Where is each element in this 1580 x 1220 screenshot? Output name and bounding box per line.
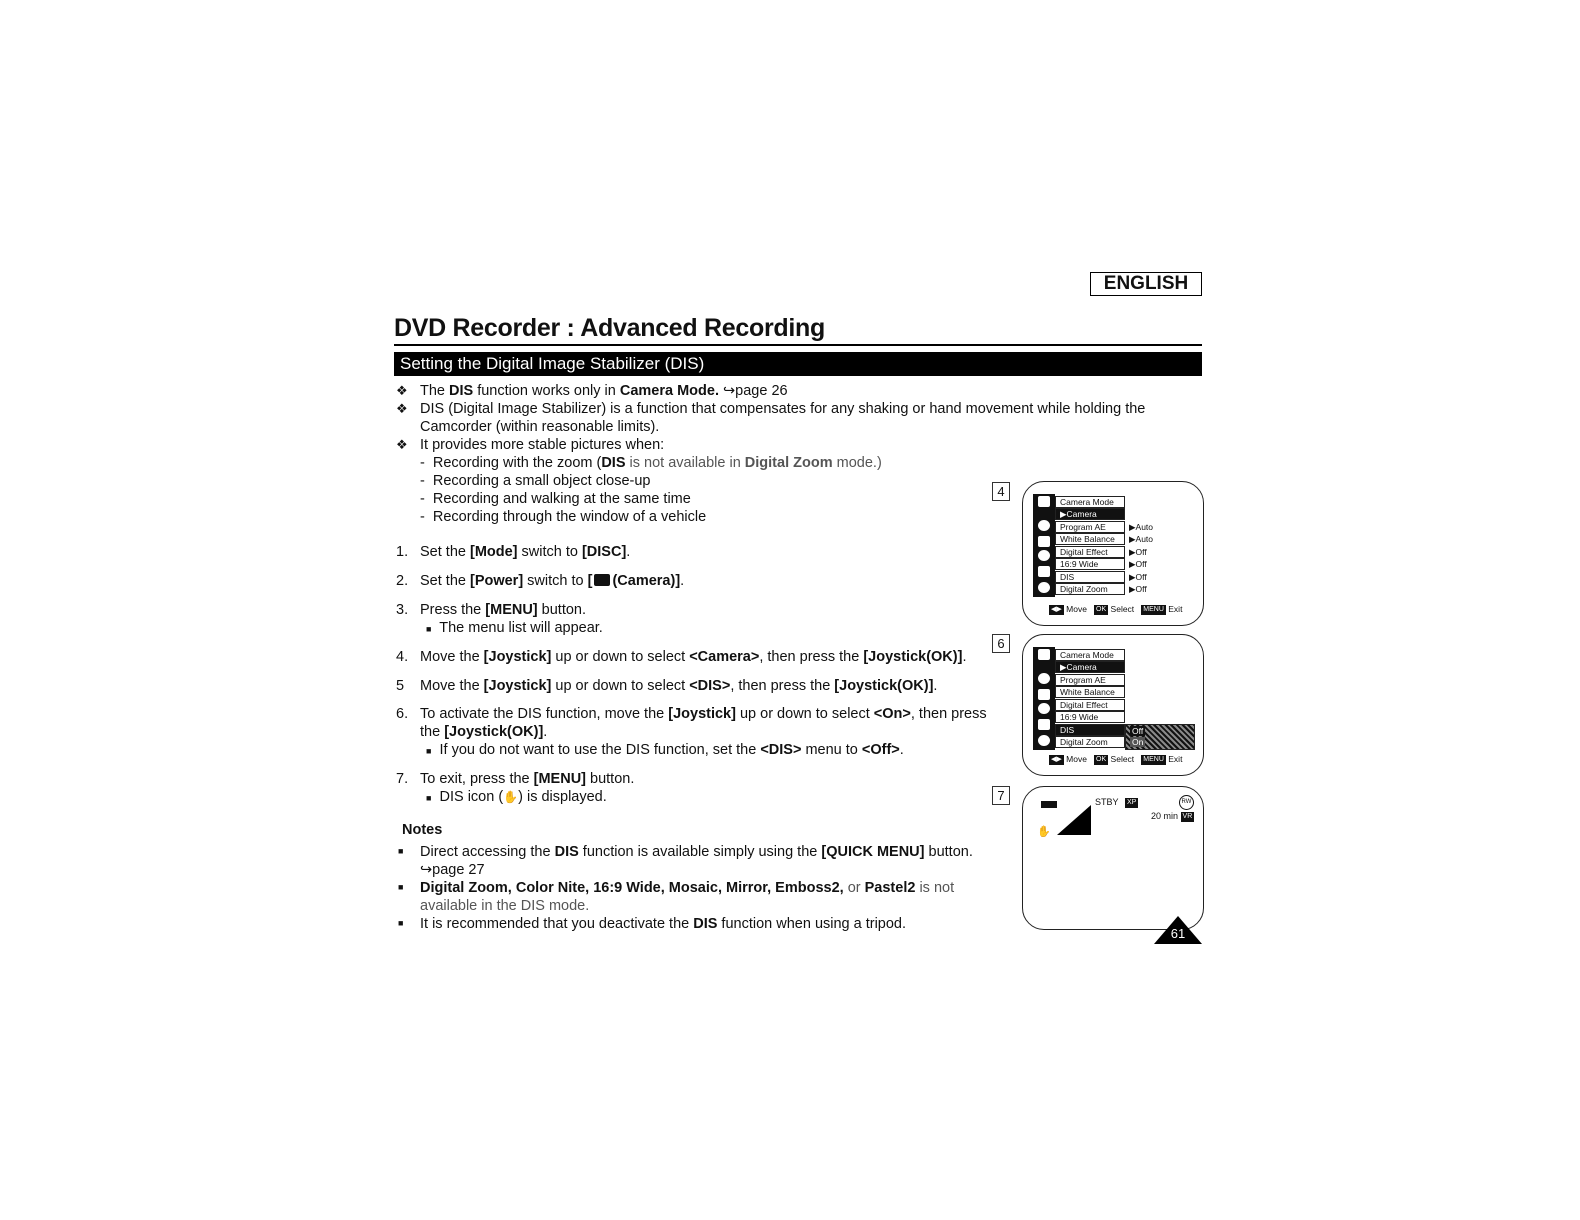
dis-hand-icon: ✋ xyxy=(503,790,519,804)
figure-6-label: 6 xyxy=(992,634,1010,653)
step-4: Move the [Joystick] up or down to select <Camera>, then press the [Joystick(OK)]. xyxy=(420,649,967,665)
option-off[interactable]: Off xyxy=(1132,726,1144,736)
tv-icon xyxy=(1038,566,1050,577)
menu-value-16-9-wide: ▶Off xyxy=(1129,559,1147,569)
intro-sub-2: - Recording a small object close-up xyxy=(420,473,651,489)
intro-bullet-1-icon: ❖ xyxy=(396,383,408,398)
camera-mode-icon xyxy=(1038,496,1050,507)
menu-sidebar xyxy=(1033,494,1055,597)
menu-item-camera[interactable]: ▶Camera xyxy=(1055,661,1125,673)
tv-icon xyxy=(1038,719,1050,730)
step-6-number: 6. xyxy=(396,706,409,722)
step-2-number: 2. xyxy=(396,573,409,589)
intro-bullet-3: It provides more stable pictures when: xyxy=(420,437,665,453)
menu-footer: ◀▶ Move OK Select MENU Exit xyxy=(1051,604,1183,614)
menu-item-white-balance[interactable]: White Balance xyxy=(1055,686,1125,698)
note-1: Direct accessing the DIS function is available simply using the [QUICK MENU] button. xyxy=(420,844,973,860)
camera-mode-icon xyxy=(1038,649,1050,660)
page-title: DVD Recorder : Advanced Recording xyxy=(394,314,825,342)
figure-7-label: 7 xyxy=(992,786,1010,805)
ok-key-icon: OK xyxy=(1096,605,1107,613)
step-3: Press the [MENU] button. xyxy=(420,602,587,618)
figure-7-standby-screen xyxy=(1022,786,1204,930)
step-4-number: 4. xyxy=(396,649,409,665)
step-1-number: 1. xyxy=(396,544,409,560)
step-7-number: 7. xyxy=(396,771,409,787)
program-ae-icon xyxy=(1038,673,1050,684)
page-number: 61 xyxy=(1170,926,1186,941)
menu-footer: ◀▶ Move OK Select MENU Exit xyxy=(1051,754,1183,764)
step-5-number: 5 xyxy=(396,678,405,694)
intro-bullet-1: The DIS function works only in Camera Mode. ↪page 26 xyxy=(420,383,788,399)
intro-bullet-2-line1: DIS (Digital Image Stabilizer) is a function that compensates for any shaking or hand movement while holding the xyxy=(420,401,1146,417)
note-2-line2: available in the DIS mode. xyxy=(420,898,590,914)
title-divider xyxy=(394,344,1202,346)
remaining-time: 20 min VR xyxy=(1151,811,1193,821)
joystick-icon: ◀▶ xyxy=(1051,605,1062,613)
language-label: ENGLISH xyxy=(1090,272,1202,296)
note-2-bullet: ■ xyxy=(398,882,404,892)
dis-hand-icon: ✋ xyxy=(1037,826,1051,838)
menu-item-dis[interactable]: DIS xyxy=(1055,724,1125,736)
menu-item-dis[interactable]: DIS xyxy=(1055,571,1125,583)
step-6-line2: the [Joystick(OK)]. xyxy=(420,724,548,740)
cursor-arrow-icon xyxy=(1057,805,1091,835)
note-1-ref: ↪page 27 xyxy=(420,862,485,878)
ok-key-icon: OK xyxy=(1096,755,1107,763)
figure-4-label: 4 xyxy=(992,482,1010,501)
menu-item-16-9-wide[interactable]: 16:9 Wide xyxy=(1055,711,1125,723)
camera-icon xyxy=(594,574,610,586)
menu-sidebar xyxy=(1033,647,1055,750)
menu-value-digital-zoom: ▶Off xyxy=(1129,584,1147,594)
battery-icon xyxy=(1041,801,1057,808)
step-3-sub: ■ The menu list will appear. xyxy=(426,620,603,636)
step-3-number: 3. xyxy=(396,602,409,618)
intro-sub-4: - Recording through the window of a vehicle xyxy=(420,509,707,525)
figure-6-menu-screen xyxy=(1022,634,1204,776)
menu-item-16-9-wide[interactable]: 16:9 Wide xyxy=(1055,558,1125,570)
disc-mode-badge: VR xyxy=(1182,812,1193,820)
settings-icon xyxy=(1038,735,1050,746)
menu-item-digital-effect[interactable]: Digital Effect xyxy=(1055,546,1125,558)
notes-heading: Notes xyxy=(402,822,443,838)
program-ae-icon xyxy=(1038,520,1050,531)
figure-4-menu-screen xyxy=(1022,481,1204,626)
section-title: Setting the Digital Image Stabilizer (DIS) xyxy=(394,352,1202,376)
white-balance-icon xyxy=(1038,689,1050,700)
quality-badge: XP xyxy=(1127,799,1137,806)
menu-value-program-ae: ▶Auto xyxy=(1129,522,1154,532)
menu-key-icon: MENU xyxy=(1143,755,1164,763)
menu-item-program-ae[interactable]: Program AE xyxy=(1055,521,1125,533)
note-3-bullet: ■ xyxy=(398,918,404,928)
menu-item-digital-effect[interactable]: Digital Effect xyxy=(1055,699,1125,711)
menu-value-digital-effect: ▶Off xyxy=(1129,547,1147,557)
menu-item-white-balance[interactable]: White Balance xyxy=(1055,533,1125,545)
menu-item-digital-zoom[interactable]: Digital Zoom xyxy=(1055,583,1125,595)
standby-status: STBY xyxy=(1095,797,1119,807)
menu-value-white-balance: ▶Auto xyxy=(1129,534,1154,544)
menu-value-dis: ▶Off xyxy=(1129,572,1147,582)
intro-bullet-2-icon: ❖ xyxy=(396,401,408,416)
menu-header: Camera Mode xyxy=(1055,496,1125,508)
step-6-line1: To activate the DIS function, move the [Joystick] up or down to select <On>, then press xyxy=(420,706,987,722)
note-1-bullet: ■ xyxy=(398,846,404,856)
dis-options-panel xyxy=(1125,724,1195,750)
step-2: Set the [Power] switch to [ (Camera)]. xyxy=(420,573,685,589)
disc-icon xyxy=(1038,703,1050,714)
step-1: Set the [Mode] switch to [DISC]. xyxy=(420,544,631,560)
menu-item-digital-zoom[interactable]: Digital Zoom xyxy=(1055,736,1125,748)
white-balance-icon xyxy=(1038,536,1050,547)
disc-icon xyxy=(1038,550,1050,561)
menu-item-camera[interactable]: ▶Camera xyxy=(1055,508,1125,520)
step-7: To exit, press the [MENU] button. xyxy=(420,771,635,787)
intro-sub-3: - Recording and walking at the same time xyxy=(420,491,691,507)
note-3: It is recommended that you deactivate the DIS function when using a tripod. xyxy=(420,916,907,932)
intro-bullet-3-icon: ❖ xyxy=(396,437,408,452)
intro-sub-1: - Recording with the zoom (DIS is not available in Digital Zoom mode.) xyxy=(420,455,882,471)
settings-icon xyxy=(1038,582,1050,593)
step-7-sub: ■ DIS icon (✋) is displayed. xyxy=(426,789,607,805)
intro-bullet-2-line2: Camcorder (within reasonable limits). xyxy=(420,419,660,435)
menu-item-program-ae[interactable]: Program AE xyxy=(1055,674,1125,686)
note-2-line1: Digital Zoom, Color Nite, 16:9 Wide, Mosaic, Mirror, Emboss2, or Pastel2 is not xyxy=(420,880,955,896)
menu-key-icon: MENU xyxy=(1143,605,1164,613)
option-on[interactable]: On xyxy=(1132,737,1144,747)
menu-header: Camera Mode xyxy=(1055,649,1125,661)
step-5: Move the [Joystick] up or down to select <DIS>, then press the [Joystick(OK)]. xyxy=(420,678,938,694)
step-6-sub: ■ If you do not want to use the DIS function, set the <DIS> menu to <Off>. xyxy=(426,742,904,758)
disc-type-icon: RW xyxy=(1179,795,1194,810)
joystick-icon: ◀▶ xyxy=(1051,755,1062,763)
